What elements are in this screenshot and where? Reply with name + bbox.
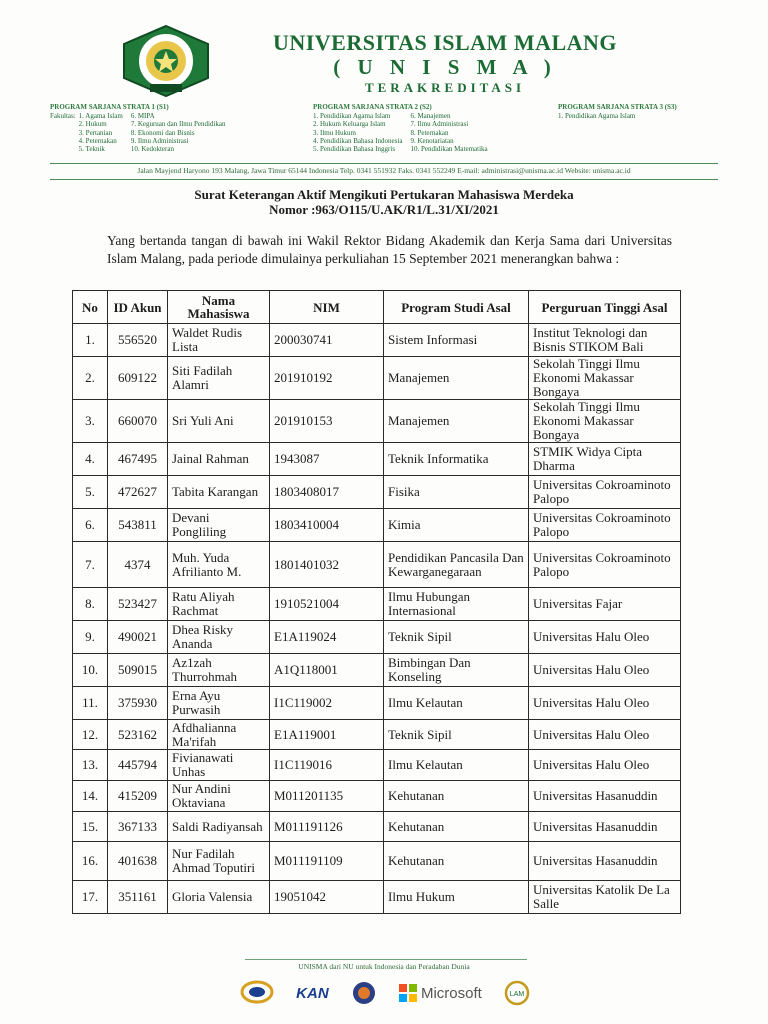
cell-id: 556520 [108, 324, 168, 357]
cell-program: Sistem Informasi [384, 324, 529, 357]
cell-no: 2. [73, 357, 108, 400]
kan-text: KAN [296, 984, 329, 1002]
cell-name: Devani Pongliling [168, 509, 270, 542]
cell-program: Kehutanan [384, 812, 529, 842]
table-row [73, 842, 681, 881]
cell-no: 1. [73, 324, 108, 357]
cell-program: Ilmu Hubungan Internasional [384, 588, 529, 621]
list-item: 2. Hukum Keluarga Islam [313, 120, 386, 129]
faculty-label: Fakultas: [50, 112, 76, 121]
intro-paragraph: Yang bertanda tangan di bawah ini Wakil Rektor Bidang Akademik dan Kerja Sama dari Universitas Islam Malang, pada periode dimulainya perkuliahan 15 September 2021 menerangkan bahwa : [107, 233, 672, 266]
cell-name: Nur Fadilah Ahmad Toputiri [168, 842, 270, 881]
cell-nim: 201910153 [270, 400, 384, 443]
cell-id: 445794 [108, 750, 168, 781]
cell-program: Teknik Sipil [384, 621, 529, 654]
cell-name: Siti Fadilah Alamri [168, 357, 270, 400]
program-s2-col1 [313, 112, 402, 153]
cell-id: 472627 [108, 476, 168, 509]
cell-name: Saldi Radiyansah [168, 812, 270, 842]
list-item: 6. Manajemen [410, 112, 451, 121]
university-name: UNIVERSITAS ISLAM MALANG [272, 30, 618, 55]
cell-university: Universitas Hasanuddin [529, 812, 681, 842]
cell-university: Universitas Cokroaminoto Palopo [529, 509, 681, 542]
cell-name: Erna Ayu Purwasih [168, 687, 270, 720]
table-row [73, 324, 681, 357]
cell-no: 10. [73, 654, 108, 687]
table-row [73, 654, 681, 687]
table-row [73, 687, 681, 720]
footer-divider [245, 959, 527, 960]
cell-no: 7. [73, 542, 108, 588]
cell-no: 3. [73, 400, 108, 443]
footer-badges [240, 976, 530, 1010]
cell-nim: 1943087 [270, 443, 384, 476]
cell-nim: I1C119016 [270, 750, 384, 781]
kan-logo [296, 985, 329, 1002]
cell-program: Bimbingan Dan Konseling [384, 654, 529, 687]
ban-pt-logo [240, 979, 274, 1007]
table-row [73, 781, 681, 812]
cell-nim: M011191109 [270, 842, 384, 881]
header-divider [50, 179, 718, 180]
cell-name: Nur Andini Oktaviana [168, 781, 270, 812]
table-row [73, 588, 681, 621]
cell-id: 490021 [108, 621, 168, 654]
cell-university: Universitas Katolik De La Salle [529, 881, 681, 914]
list-item: 8. Peternakan [410, 128, 449, 137]
cell-university: Universitas Cokroaminoto Palopo [529, 542, 681, 588]
cell-university: Sekolah Tinggi Ilmu Ekonomi Makassar Bongaya [529, 400, 681, 443]
cell-id: 543811 [108, 509, 168, 542]
lam-kes-logo [504, 979, 530, 1007]
list-item: 3. Ilmu Hukum [313, 128, 356, 137]
cell-no: 15. [73, 812, 108, 842]
list-item: 3. Pertanian [78, 128, 113, 137]
university-abbreviation: ( U N I S M A ) [333, 55, 557, 79]
cell-no: 13. [73, 750, 108, 781]
cell-university: Universitas Fajar [529, 588, 681, 621]
cell-name: Dhea Risky Ananda [168, 621, 270, 654]
cell-name: Gloria Valensia [168, 881, 270, 914]
cell-name: Sri Yuli Ani [168, 400, 270, 443]
cell-id: 367133 [108, 812, 168, 842]
list-item: 9. Ilmu Administrasi [130, 136, 189, 145]
cell-id: 375930 [108, 687, 168, 720]
cell-id: 401638 [108, 842, 168, 881]
cell-name: Tabita Karangan [168, 476, 270, 509]
university-logo [120, 24, 212, 98]
list-item: 8. Ekonomi dan Bisnis [130, 128, 195, 137]
list-item: 1. Pendidikan Agama Islam [313, 112, 391, 121]
program-s3-col1 [558, 112, 635, 120]
cell-program: Ilmu Hukum [384, 881, 529, 914]
cell-id: 351161 [108, 881, 168, 914]
list-item: 1. Pendidikan Agama Islam [558, 112, 636, 121]
cell-no: 17. [73, 881, 108, 914]
cell-university: Universitas Halu Oleo [529, 750, 681, 781]
table-row [73, 812, 681, 842]
program-s1-col2 [131, 112, 226, 153]
document-title: Surat Keterangan Aktif Mengikuti Pertukaran Mahasiswa Merdeka [194, 187, 574, 202]
list-item: 2. Hukum [78, 120, 107, 129]
program-s2-col2 [410, 112, 487, 153]
document-number: Nomor :963/O115/U.AK/R1/L.31/XI/2021 [269, 202, 499, 217]
cell-nim: 1803408017 [270, 476, 384, 509]
cell-program: Manajemen [384, 400, 529, 443]
cell-id: 660070 [108, 400, 168, 443]
column-header-no: No [73, 291, 108, 324]
cell-nim: E1A119001 [270, 720, 384, 750]
cell-name: Az1zah Thurrohmah [168, 654, 270, 687]
cell-name: Muh. Yuda Afrilianto M. [168, 542, 270, 588]
table-row [73, 476, 681, 509]
cell-university: Universitas Halu Oleo [529, 720, 681, 750]
program-s1-heading: PROGRAM SARJANA STRATA 1 (S1) [50, 103, 169, 111]
cell-name: Fivianawati Unhas [168, 750, 270, 781]
table-row [73, 509, 681, 542]
program-s3 [558, 103, 677, 120]
program-s2-heading: PROGRAM SARJANA STRATA 2 (S2) [313, 103, 432, 111]
address-line: Jalan Mayjend Haryono 193 Malang, Jawa Timur 65144 Indonesia Telp. 0341 551932 Faks. 0341 552249 E-mail: administrasi@unisma.ac.id Website: unisma.ac.id [137, 166, 631, 175]
table-row [73, 443, 681, 476]
list-item: 9. Kenotariatan [410, 136, 454, 145]
svg-text:LAM: LAM [509, 991, 525, 998]
cell-nim: E1A119024 [270, 621, 384, 654]
list-item: 7. Ilmu Administrasi [410, 120, 469, 129]
seal-logo [351, 980, 377, 1006]
table-row [73, 357, 681, 400]
list-item: 4. Pendidikan Bahasa Indonesia [313, 136, 403, 145]
table-row [73, 621, 681, 654]
cell-id: 415209 [108, 781, 168, 812]
microsoft-text: Microsoft [420, 984, 482, 1002]
cell-nim: M011191126 [270, 812, 384, 842]
cell-id: 523162 [108, 720, 168, 750]
cell-program: Pendidikan Pancasila Dan Kewarganegaraan [384, 542, 529, 588]
lam-kes-icon [504, 979, 530, 1007]
program-s1 [50, 103, 234, 153]
cell-no: 5. [73, 476, 108, 509]
cell-no: 8. [73, 588, 108, 621]
microsoft-logo [399, 984, 482, 1002]
cell-no: 12. [73, 720, 108, 750]
accreditation-label: TERAKREDITASI [364, 80, 526, 95]
table-row [73, 750, 681, 781]
cell-no: 4. [73, 443, 108, 476]
cell-no: 16. [73, 842, 108, 881]
table-row [73, 720, 681, 750]
cell-university: Universitas Halu Oleo [529, 621, 681, 654]
seal-icon [351, 980, 377, 1006]
cell-id: 4374 [108, 542, 168, 588]
list-item: 7. Keguruan dan Ilmu Pendidikan [130, 120, 226, 129]
cell-id: 523427 [108, 588, 168, 621]
list-item: 1. Agama Islam [78, 112, 123, 121]
cell-program: Teknik Sipil [384, 720, 529, 750]
footer-tagline: UNISMA dari NU untuk Indonesia dan Peradaban Dunia [298, 962, 470, 971]
cell-id: 467495 [108, 443, 168, 476]
cell-program: Ilmu Kelautan [384, 750, 529, 781]
cell-program: Kehutanan [384, 842, 529, 881]
program-s1-col1 [79, 112, 123, 153]
cell-program: Fisika [384, 476, 529, 509]
cell-program: Teknik Informatika [384, 443, 529, 476]
cell-name: Ratu Aliyah Rachmat [168, 588, 270, 621]
cell-name: Waldet Rudis Lista [168, 324, 270, 357]
cell-no: 9. [73, 621, 108, 654]
cell-university: Universitas Hasanuddin [529, 842, 681, 881]
program-s3-heading: PROGRAM SARJANA STRATA 3 (S3) [558, 103, 677, 111]
header-divider [50, 163, 718, 164]
cell-no: 6. [73, 509, 108, 542]
ban-pt-icon [240, 979, 274, 1007]
list-item: 5. Teknik [78, 145, 105, 154]
student-table [72, 290, 681, 914]
cell-nim: 1803410004 [270, 509, 384, 542]
table-row [73, 400, 681, 443]
cell-id: 609122 [108, 357, 168, 400]
cell-university: Universitas Cokroaminoto Palopo [529, 476, 681, 509]
table-header-row [73, 291, 681, 324]
column-header-nim: NIM [270, 291, 384, 324]
column-header-university: Perguruan Tinggi Asal [529, 291, 681, 324]
cell-program: Ilmu Kelautan [384, 687, 529, 720]
cell-university: Universitas Hasanuddin [529, 781, 681, 812]
cell-university: Universitas Halu Oleo [529, 654, 681, 687]
column-header-name: Nama Mahasiswa [168, 291, 270, 324]
column-header-program: Program Studi Asal [384, 291, 529, 324]
column-header-id: ID Akun [108, 291, 168, 324]
cell-nim: M011201135 [270, 781, 384, 812]
cell-nim: 19051042 [270, 881, 384, 914]
cell-program: Kimia [384, 509, 529, 542]
table-row [73, 542, 681, 588]
cell-name: Jainal Rahman [168, 443, 270, 476]
cell-university: Universitas Halu Oleo [529, 687, 681, 720]
cell-nim: 1801401032 [270, 542, 384, 588]
cell-nim: 201910192 [270, 357, 384, 400]
table-body [73, 324, 681, 914]
microsoft-icon [399, 984, 417, 1002]
cell-nim: 200030741 [270, 324, 384, 357]
cell-no: 11. [73, 687, 108, 720]
cell-nim: 1910521004 [270, 588, 384, 621]
cell-program: Kehutanan [384, 781, 529, 812]
cell-university: Institut Teknologi dan Bisnis STIKOM Bali [529, 324, 681, 357]
list-item: 10. Kedokteran [130, 145, 174, 154]
list-item: 4. Peternakan [78, 136, 117, 145]
table-row [73, 881, 681, 914]
cell-university: STMIK Widya Cipta Dharma [529, 443, 681, 476]
list-item: 5. Pendidikan Bahasa Inggris [313, 145, 396, 154]
cell-name: Afdhalianna Ma'rifah [168, 720, 270, 750]
list-item: 10. Pendidikan Matematika [410, 145, 488, 154]
cell-university: Sekolah Tinggi Ilmu Ekonomi Makassar Bongaya [529, 357, 681, 400]
cell-id: 509015 [108, 654, 168, 687]
cell-no: 14. [73, 781, 108, 812]
cell-nim: A1Q118001 [270, 654, 384, 687]
cell-program: Manajemen [384, 357, 529, 400]
list-item: 6. MIPA [130, 112, 155, 121]
program-s2 [313, 103, 496, 153]
cell-nim: I1C119002 [270, 687, 384, 720]
